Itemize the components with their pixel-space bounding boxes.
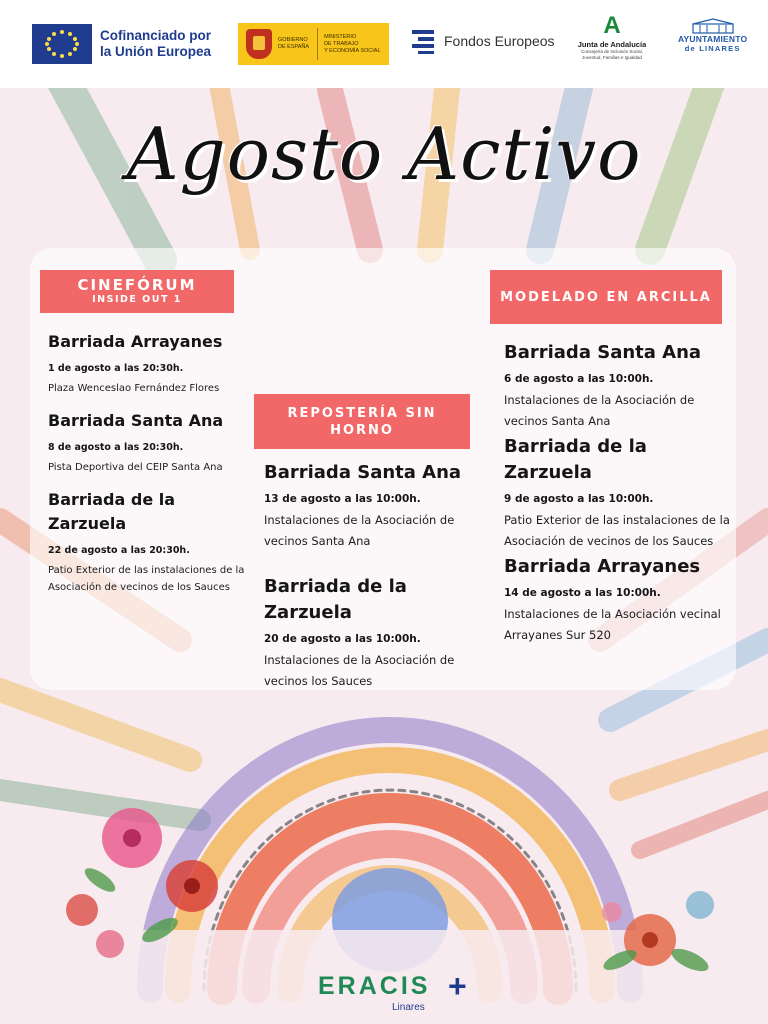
spain-ministry-logo [238,23,389,65]
event-item [48,330,248,397]
reposteria-title-line1: REPOSTERÍA SIN [287,405,437,421]
ministry-line1: MINISTERIO [324,33,357,40]
spain-gov-line1: GOBIERNO [278,37,308,43]
event-date: 9 de agosto a las 10:00h. [504,493,654,505]
event-location: Instalaciones de la Asociación de vecinos Santa Ana [504,393,695,428]
event-place: Barriada de la Zarzuela [264,576,407,623]
modelado-title: MODELADO EN ARCILLA [500,289,712,305]
cineforum-subtitle: INSIDE OUT 1 [92,294,182,305]
reposteria-events [264,460,474,692]
event-location: Patio Exterior de las instalaciones de la Asociación de vecinos de los Sauces [48,565,245,593]
reposteria-title-line2: HORNO [330,422,394,438]
eracis-brand: ERACIS [318,972,431,1000]
event-place: Barriada Santa Ana [264,462,462,483]
cineforum-title: CINEFÓRUM [77,276,197,294]
ayuntamiento-line1: AYUNTAMIENTO [678,34,748,44]
ministry-line3: Y ECONOMÍA SOCIAL [324,47,381,54]
cineforum-events [48,330,248,596]
fondos-europeos-logo [406,28,555,54]
event-item [264,574,474,692]
reposteria-banner [254,394,470,449]
event-date: 1 de agosto a las 20:30h. [48,363,184,374]
town-hall-icon [691,18,735,34]
event-date: 6 de agosto a las 10:00h. [504,373,654,385]
ayuntamiento-line2: de LINARES [684,44,741,53]
fondos-europeos-label: Fondos Europeos [444,33,555,49]
poster-title: Agosto Activo [126,112,642,196]
event-item [48,409,248,476]
eracis-logo [318,968,478,1016]
event-location: Instalaciones de la Asociación de vecinos los Sauces [264,653,455,688]
event-place: Barriada Arrayanes [48,332,223,351]
event-date: 8 de agosto a las 20:30h. [48,442,184,453]
spain-coat-of-arms-icon [246,29,272,59]
junta-sub-line1: Consejería de Inclusión Social, [581,49,643,54]
eracis-city: Linares [392,1002,425,1013]
modelado-events [504,340,736,646]
event-item [264,460,474,552]
event-location: Patio Exterior de las instalaciones de la Asociación de vecinos de los Sauces [504,513,730,548]
cineforum-banner [40,270,234,313]
event-date: 13 de agosto a las 10:00h. [264,493,421,505]
event-place: Barriada de la Zarzuela [504,436,647,483]
event-item [504,434,736,552]
event-date: 22 de agosto a las 20:30h. [48,545,190,556]
sponsor-logo-bar [0,0,768,88]
event-item [504,554,736,646]
ayuntamiento-linares-logo [678,18,747,53]
event-place: Barriada Arrayanes [504,556,701,577]
eu-logo-line1: Cofinanciado por [100,28,211,43]
event-place: Barriada Santa Ana [48,411,224,430]
event-location: Instalaciones de la Asociación de vecinos Santa Ana [264,513,455,548]
event-item [504,340,736,432]
eu-cofinanced-logo [32,24,211,64]
ministry-line2: DE TRABAJO [324,40,359,47]
event-item [48,488,248,596]
spain-gov-line2: DE ESPAÑA [278,44,310,50]
eracis-plus: + [448,968,467,1004]
event-location: Pista Deportiva del CEIP Santa Ana [48,462,223,473]
modelado-banner [490,270,722,324]
fondos-europeos-icon [406,28,436,54]
junta-andalucia-logo [572,14,652,61]
event-location: Instalaciones de la Asociación vecinal Arrayanes Sur 520 [504,607,721,642]
event-place: Barriada de la Zarzuela [48,490,176,533]
event-place: Barriada Santa Ana [504,342,702,363]
junta-sub-line2: Juventud, Familias e Igualdad [582,55,642,60]
junta-a-icon: A [603,12,621,39]
event-location: Plaza Wenceslao Fernández Flores [48,383,220,394]
event-date: 20 de agosto a las 10:00h. [264,633,421,645]
event-date: 14 de agosto a las 10:00h. [504,587,661,599]
eu-logo-line2: la Unión Europea [100,44,212,59]
eu-flag-icon [32,24,92,64]
junta-name: Junta de Andalucía [577,40,647,49]
